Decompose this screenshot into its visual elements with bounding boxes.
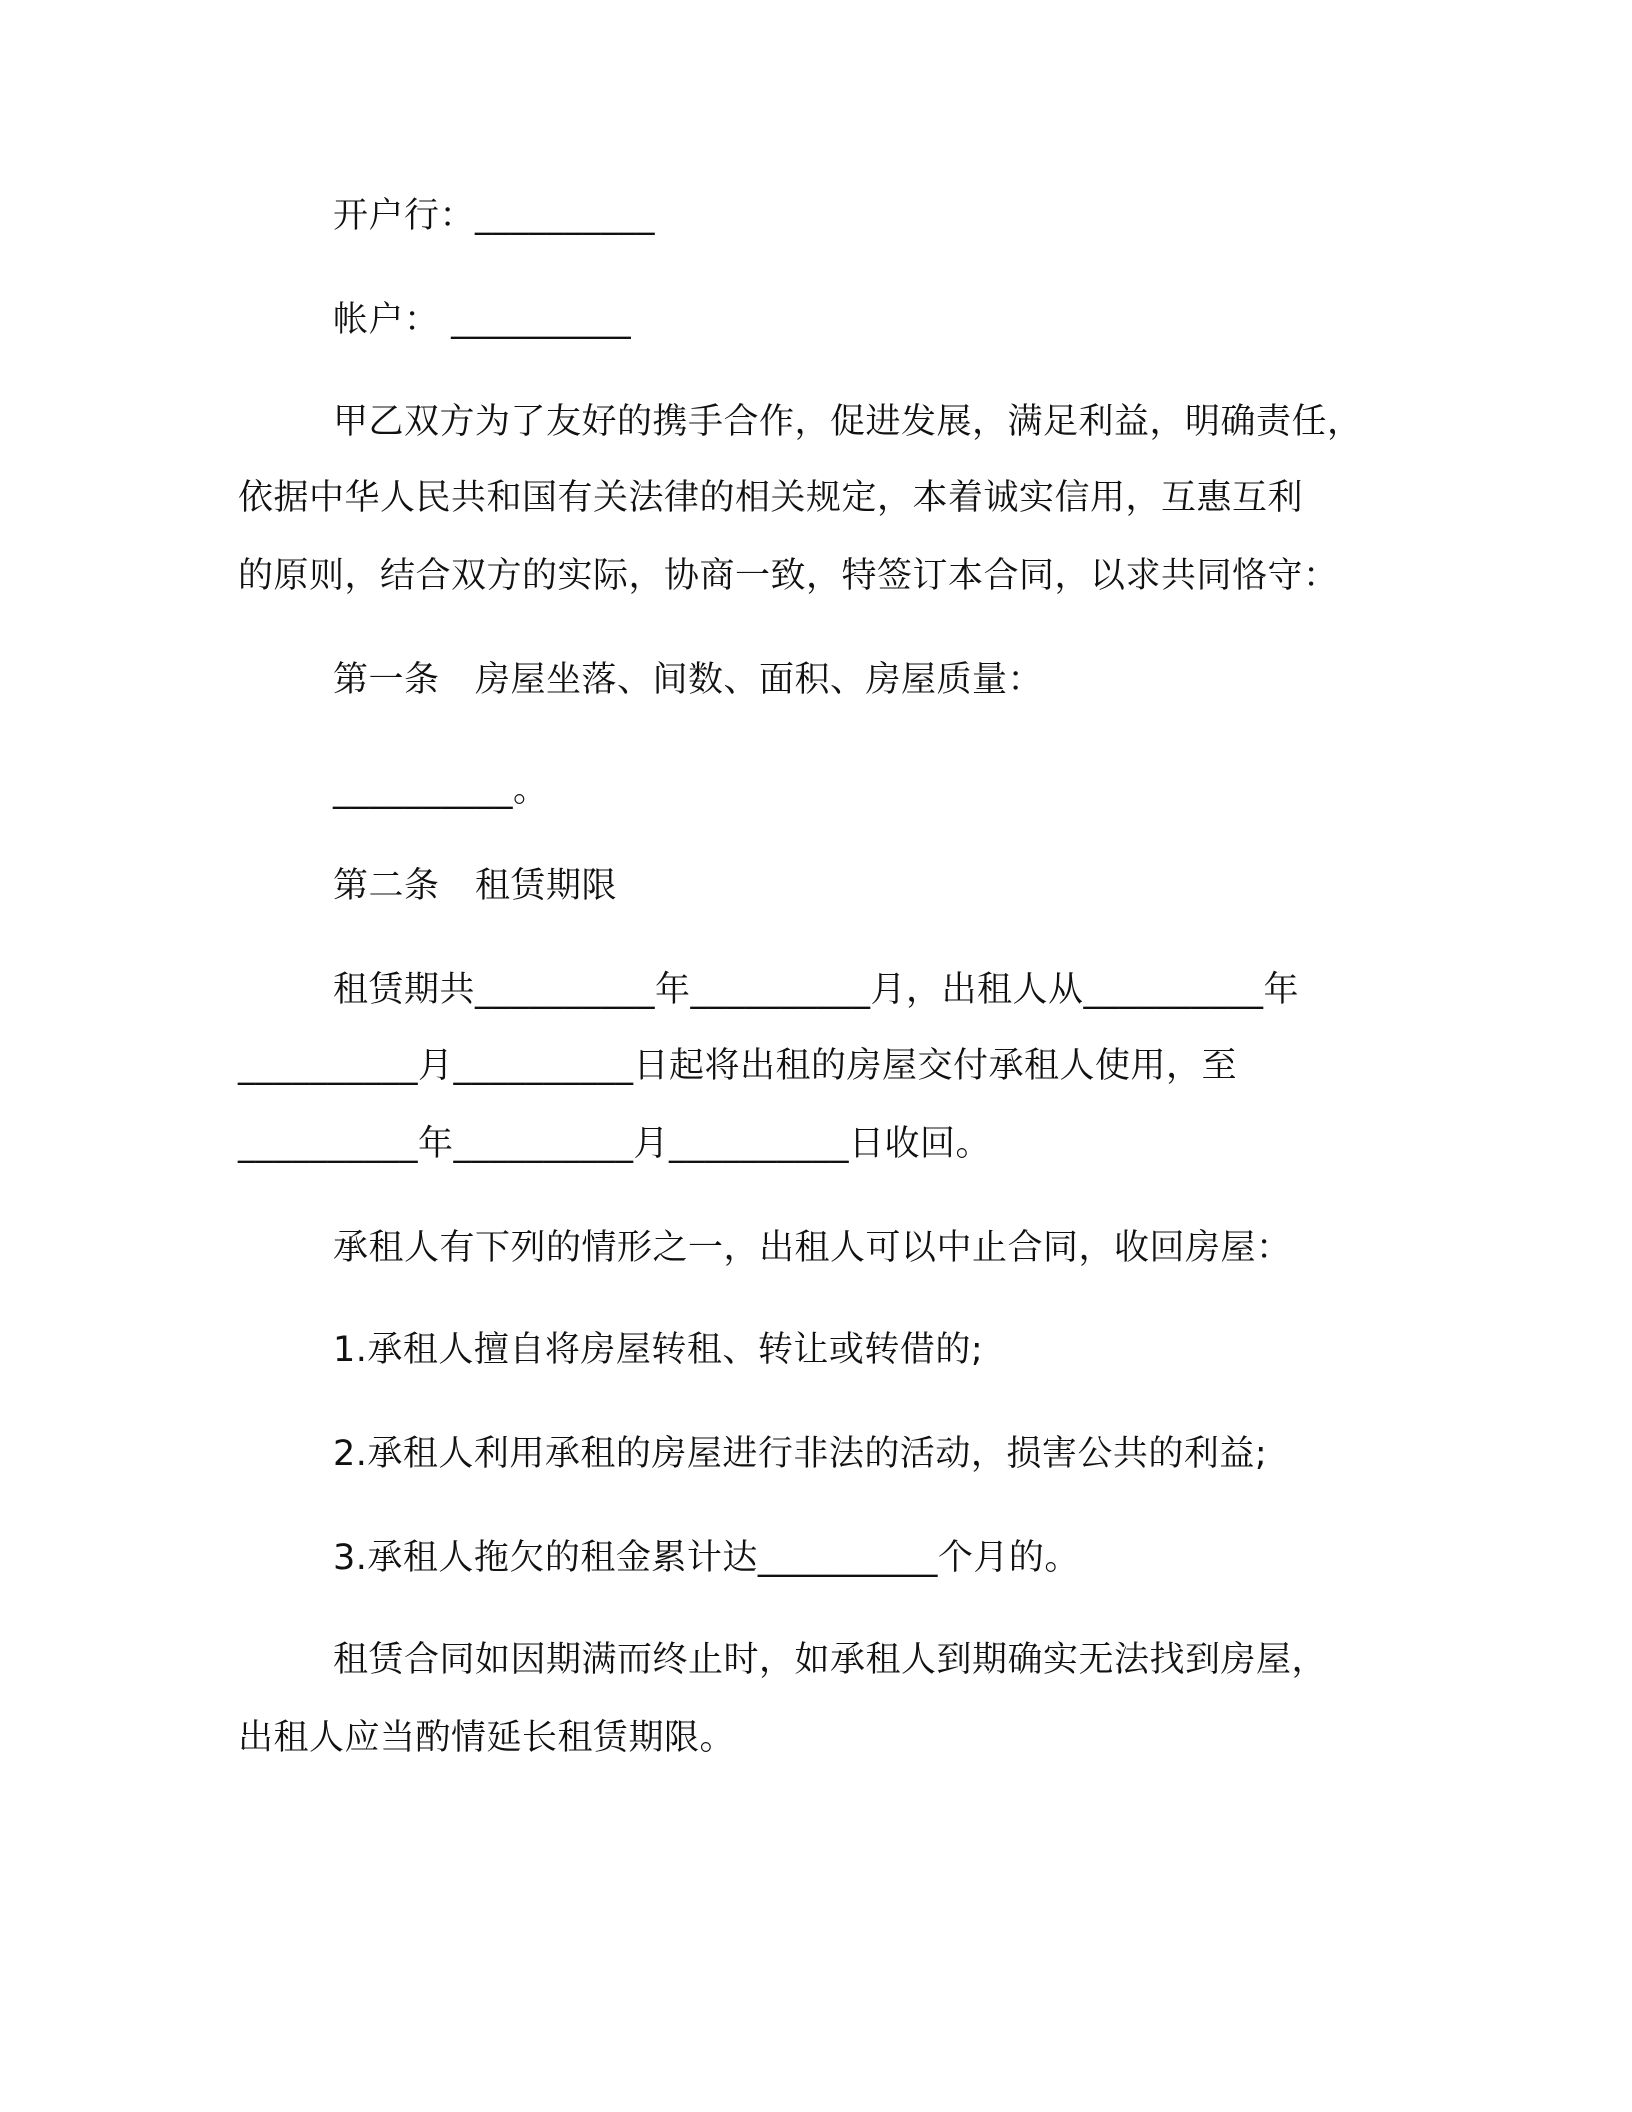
preamble-line-1: 甲乙双方为了友好的携手合作，促进发展，满足利益，明确责任，	[333, 402, 1363, 442]
lease-term-line-3: __________年__________月__________日收回。	[238, 1124, 992, 1164]
termination-intro: 承租人有下列的情形之一，出租人可以中止合同，收回房屋：	[333, 1228, 1292, 1268]
extension-line-2: 出租人应当酌情延长租赁期限。	[238, 1718, 736, 1758]
lease-term-line-2: __________月__________日起将出租的房屋交付承租人使用，至	[238, 1046, 1238, 1086]
account-line: 帐户： __________	[333, 300, 632, 340]
extension-line-1: 租赁合同如因期满而终止时，如承租人到期确实无法找到房屋，	[333, 1640, 1328, 1680]
article-1-blank: __________。	[333, 770, 549, 810]
preamble-line-3: 的原则，结合双方的实际，协商一致，特签订本合同，以求共同恪守：	[238, 556, 1339, 596]
bank-line: 开户行：__________	[333, 196, 656, 236]
termination-item-3: 3.承租人拖欠的租金累计达__________个月的。	[333, 1538, 1080, 1578]
termination-item-2: 2.承租人利用承租的房屋进行非法的活动，损害公共的利益;	[333, 1434, 1268, 1474]
article-1-heading: 第一条 房屋坐落、间数、面积、房屋质量：	[333, 660, 1044, 700]
termination-item-1: 1.承租人擅自将房屋转租、转让或转借的;	[333, 1330, 984, 1370]
article-2-heading: 第二条 租赁期限	[333, 866, 618, 906]
lease-term-line-1: 租赁期共__________年__________月，出租人从__________年	[333, 970, 1300, 1010]
preamble-line-2: 依据中华人民共和国有关法律的相关规定，本着诚实信用，互惠互利	[238, 478, 1304, 518]
